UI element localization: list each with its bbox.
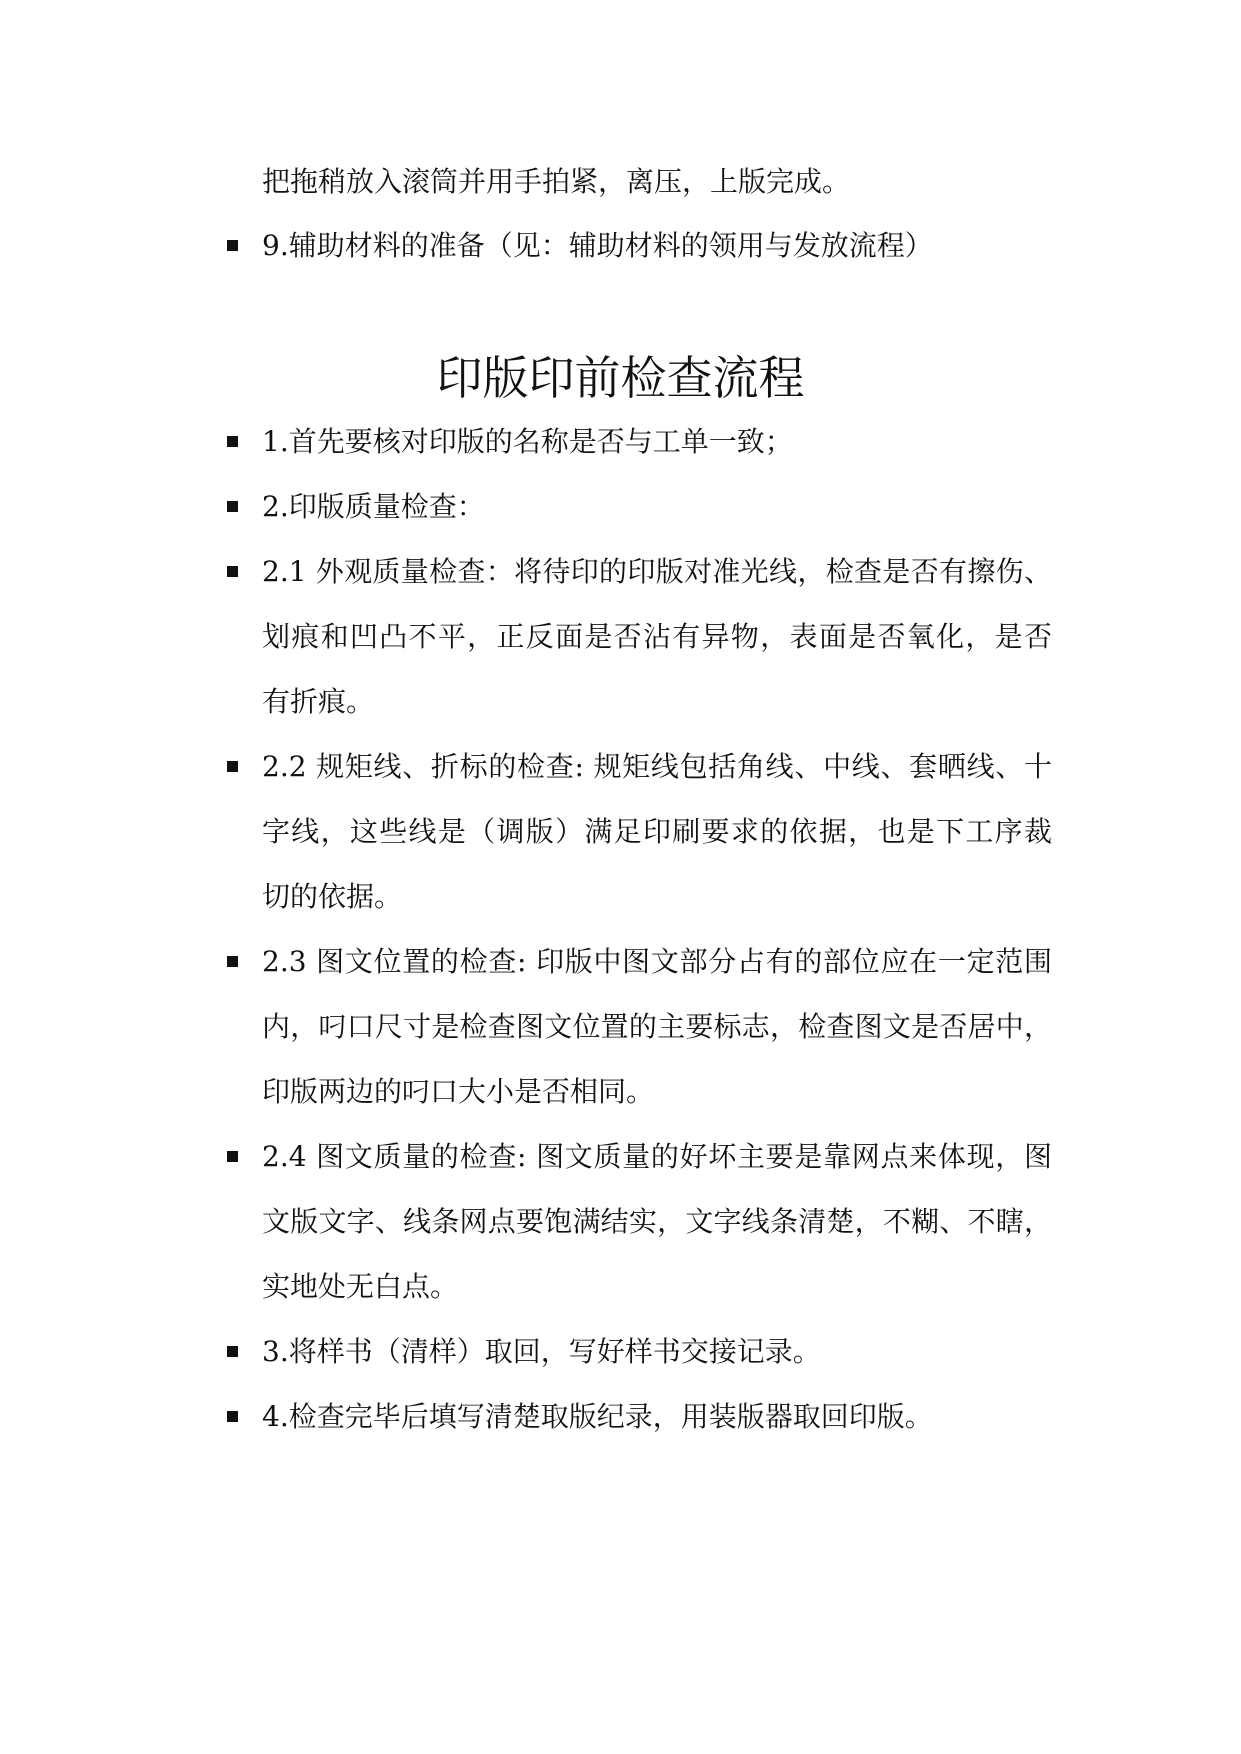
list-item-line: 印版两边的叼口大小是否相同。	[262, 1075, 655, 1108]
bullet-icon	[227, 501, 238, 512]
list-item: 1.首先要核对印版的名称是否与工单一致；	[262, 425, 793, 458]
section-title: 印版印前检查流程	[436, 351, 805, 405]
list-item-line: 字线，这些线是（调版）满足印刷要求的依据，也是下工序裁	[262, 815, 1052, 848]
list-item-line: 切的依据。	[262, 880, 403, 913]
list-item-line: 2.1 外观质量检查：将待印的印版对准光线，检查是否有擦伤、	[262, 555, 1052, 588]
bullet-icon	[227, 1346, 238, 1357]
bullet-icon	[227, 1151, 238, 1162]
list-item-line: 有折痕。	[262, 685, 375, 718]
continuation-text: 把拖稍放入滚筒并用手拍紧，离压，上版完成。	[262, 165, 851, 198]
bullet-icon	[227, 240, 238, 251]
bullet-icon	[227, 956, 238, 967]
list-item-line: 2.3 图文位置的检查: 印版中图文部分占有的部位应在一定范围	[262, 945, 1052, 978]
list-item-line: 实地处无白点。	[262, 1270, 459, 1303]
list-item-line: 划痕和凹凸不平，正反面是否沾有异物，表面是否氧化，是否	[262, 620, 1052, 653]
list-item: 3.将样书（清样）取回，写好样书交接记录。	[262, 1335, 821, 1368]
list-item-line: 2.2 规矩线、折标的检查: 规矩线包括角线、中线、套晒线、十	[262, 750, 1052, 783]
bullet-icon	[227, 566, 238, 577]
bullet-icon	[227, 1411, 238, 1422]
list-item: 2.印版质量检查：	[262, 490, 485, 523]
bullet-icon	[227, 761, 238, 772]
bullet-icon	[227, 436, 238, 447]
list-item-line: 文版文字、线条网点要饱满结实，文字线条清楚，不糊、不瞎，	[262, 1205, 1052, 1238]
list-item-line: 2.4 图文质量的检查: 图文质量的好坏主要是靠网点来体现，图	[262, 1140, 1052, 1173]
list-item: 4.检查完毕后填写清楚取版纪录，用装版器取回印版。	[262, 1400, 933, 1433]
list-item-9: 9.辅助材料的准备（见：辅助材料的领用与发放流程）	[262, 229, 933, 262]
list-item-line: 内，叼口尺寸是检查图文位置的主要标志，检查图文是否居中，	[262, 1010, 1052, 1043]
